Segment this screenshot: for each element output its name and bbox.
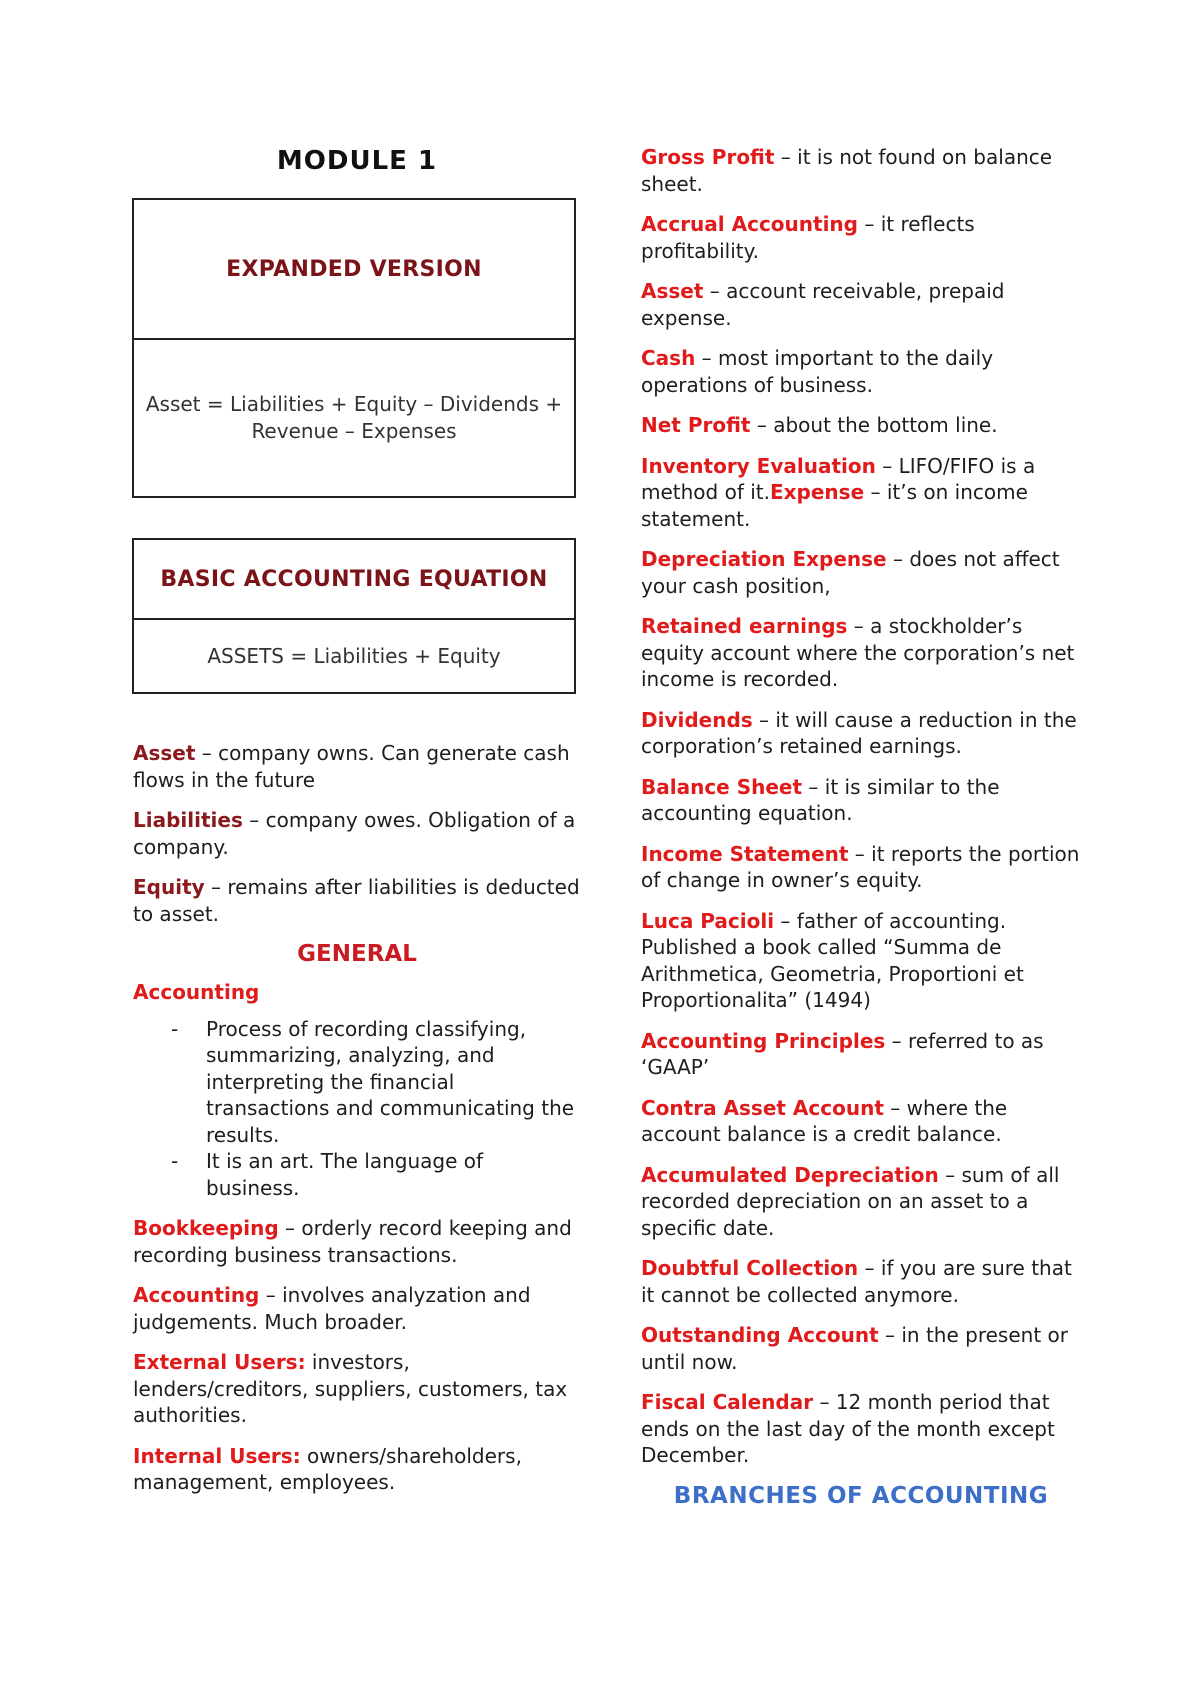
expanded-version-box [132,198,576,498]
accounting-bullets [133,1016,581,1202]
module-title: MODULE 1 [276,146,438,176]
definition-net-profit: Net Profit – about the bottom line. [641,413,998,437]
definition-bookkeeping: Bookkeeping – orderly record keeping and recording business transactions. [133,1216,572,1267]
definition-fiscal-calendar: Fiscal Calendar – 12 month period that ends on the last day of the month except December. [641,1390,1055,1467]
definition-internal-users: Internal Users: owners/shareholders, management, employees. [133,1443,522,1494]
definition-dividends: Dividends – it will cause a reduction in the corporation’s retained earnings. [641,707,1077,758]
right-column [641,144,1081,1521]
definition-asset: Asset – company owns. Can generate cash flows in the future [133,741,570,792]
basic-equation-box [132,538,576,694]
definition-depreciation-expense: Depreciation Expense – does not affect your cash position, [641,547,1060,598]
branches-heading: BRANCHES OF ACCOUNTING [673,1482,1049,1509]
definition-accumulated-depreciation: Accumulated Depreciation – sum of all recorded depreciation on an asset to a specific date. [641,1162,1060,1240]
expanded-version-header: EXPANDED VERSION [226,256,482,282]
definition-equity: Equity – remains after liabilities is deducted to asset. [133,875,580,926]
definition-income-statement: Income Statement – it reports the portion of change in owner’s equity. [641,841,1080,892]
definition-accrual-accounting: Accrual Accounting – it reflects profitability. [641,212,975,263]
basic-equation-formula: ASSETS = Liabilities + Equity [134,618,574,692]
general-heading: GENERAL [297,941,417,967]
bullet-item: - Process of recording classifying, summarizing, analyzing, and interpreting the financial transactions and communicating the results. [133,1016,581,1149]
left-definitions [133,740,581,1510]
definition-outstanding-account: Outstanding Account – in the present or until now. [641,1323,1068,1374]
basic-equation-header: BASIC ACCOUNTING EQUATION [160,566,548,592]
accounting-term: Accounting [133,980,260,1004]
definition-inventory-evaluation: Inventory Evaluation – LIFO/FIFO is a method of it.Expense – it’s on income statement. [641,453,1036,531]
definition-luca-pacioli: Luca Pacioli – father of accounting. Published a book called “Summa de Arithmetica, Geometria, Proportioni et Proportionalita” (1494) [641,908,1024,1012]
definition-gross-profit: Gross Profit – it is not found on balance sheet. [641,145,1053,196]
definition-asset-right: Asset – account receivable, prepaid expense. [641,279,1005,330]
definition-liabilities: Liabilities – company owes. Obligation of a company. [133,808,576,859]
definition-balance-sheet: Balance Sheet – it is similar to the accounting equation. [641,774,1000,825]
definition-external-users: External Users: investors, lenders/creditors, suppliers, customers, tax authorities. [133,1350,568,1427]
definition-doubtful-collection: Doubtful Collection – if you are sure that it cannot be collected anymore. [641,1256,1072,1307]
definition-retained-earnings: Retained earnings – a stockholder’s equity account where the corporation’s net income is recorded. [641,614,1075,691]
expanded-version-equation: Asset = Liabilities + Equity – Dividends + Revenue – Expenses [134,338,574,496]
definition-accounting: Accounting – involves analyzation and judgements. Much broader. [133,1283,531,1334]
definition-contra-asset-account: Contra Asset Account – where the account balance is a credit balance. [641,1095,1008,1146]
definition-cash: Cash – most important to the daily operations of business. [641,346,994,397]
definition-accounting-principles: Accounting Principles – referred to as ‘GAAP’ [641,1028,1044,1079]
bullet-item: - It is an art. The language of business. [133,1148,581,1201]
